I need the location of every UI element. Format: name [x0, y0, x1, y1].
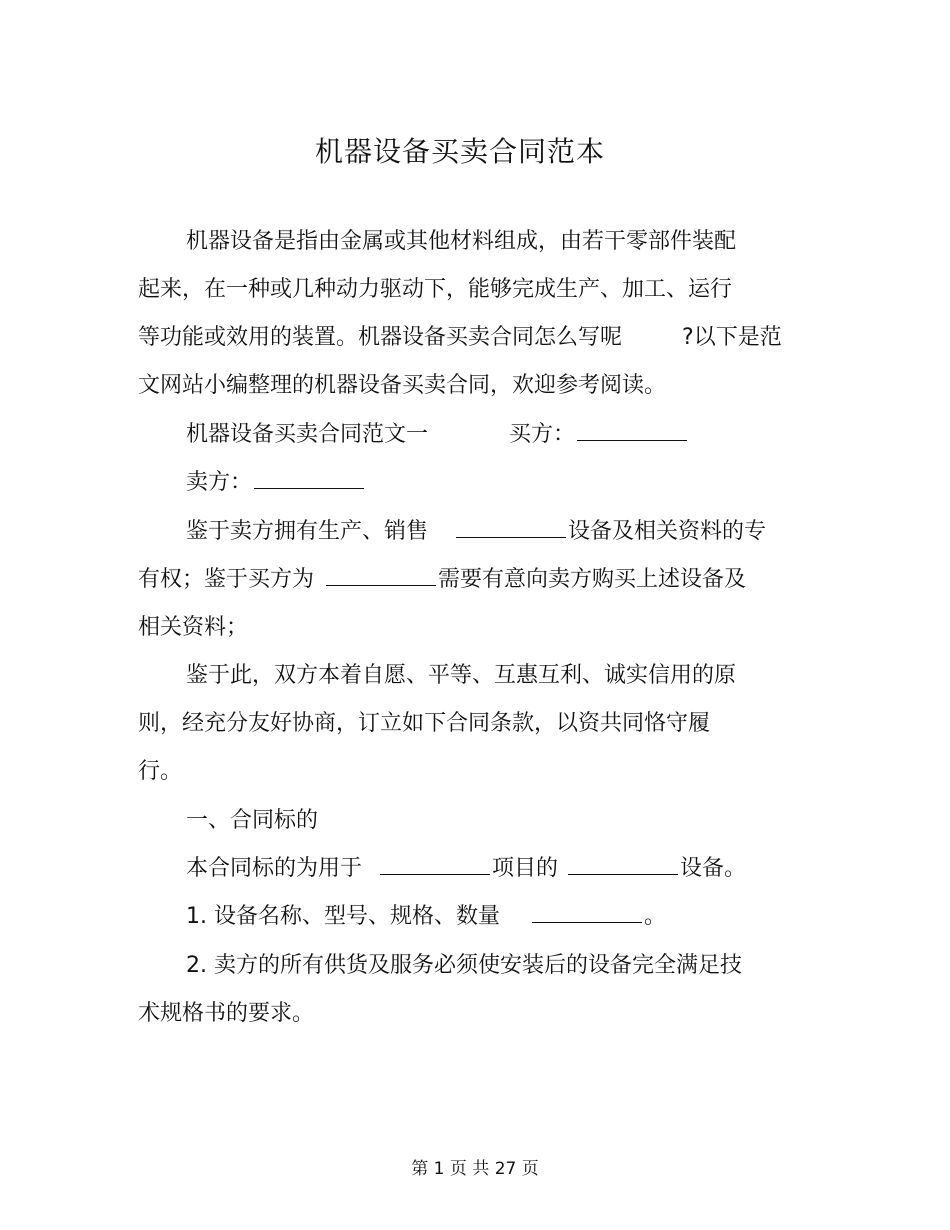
project-blank — [380, 854, 490, 875]
intro-line-3-text: 等功能或效用的装置。机器设备买卖合同怎么写呢 — [138, 325, 623, 350]
recital2-line-3: 行。 — [138, 759, 183, 784]
recital2-line-1: 鉴于此，双方本着自愿、平等、互惠互利、诚实信用的原 — [186, 663, 737, 688]
recital1-text-d: 需要有意向卖方购买上述设备及 — [438, 567, 747, 592]
sample-heading: 机器设备买卖合同范文一 — [186, 422, 429, 447]
seller-blank — [254, 468, 364, 489]
subject-text-c: 设备。 — [680, 856, 747, 881]
section1-item-2-line-2: 术规格书的要求。 — [138, 1001, 315, 1026]
intro-line-3-tail: ?以下是范 — [682, 325, 782, 350]
recital1-text-c: 有权；鉴于买方为 — [138, 567, 315, 592]
buyer-label: 买方： — [509, 422, 576, 447]
recital1-line-3: 相关资料； — [138, 615, 249, 640]
subject-text-b: 项目的 — [492, 856, 559, 881]
section1-item-2-line-1: 2. 卖方的所有供货及服务必须使安装后的设备完全满足技 — [186, 953, 742, 978]
seller-label: 卖方： — [186, 470, 253, 495]
recital2-line-2: 则，经充分友好协商，订立如下合同条款，以资共同恪守履 — [138, 711, 711, 736]
seller-field — [186, 468, 366, 498]
recital1-text-a: 鉴于卖方拥有生产、销售 — [186, 519, 429, 544]
item1-text: 1. 设备名称、型号、规格、数量 — [186, 904, 500, 929]
buyer-blank — [577, 420, 687, 441]
purpose-blank — [326, 565, 436, 586]
recital1-line-2 — [138, 565, 746, 595]
recital1-line-1 — [186, 517, 766, 547]
spec-blank — [532, 902, 642, 923]
equipment-blank — [568, 854, 678, 875]
intro-line-3 — [138, 323, 782, 353]
page-footer: 第 1 页 共 27 页 — [411, 1159, 539, 1179]
buyer-field — [509, 420, 689, 450]
product-blank — [456, 517, 566, 538]
intro-line-4: 文网站小编整理的机器设备买卖合同，欢迎参考阅读。 — [138, 373, 667, 398]
document-title: 机器设备买卖合同范本 — [314, 135, 605, 168]
item1-end: 。 — [643, 904, 666, 929]
intro-line-2: 起来，在一种或几种动力驱动下，能够完成生产、加工、运行 — [138, 277, 733, 302]
section1-heading: 一、合同标的 — [186, 808, 319, 833]
recital1-text-b: 设备及相关资料的专 — [568, 519, 767, 544]
section1-subject — [186, 854, 746, 884]
subject-text-a: 本合同标的为用于 — [186, 856, 363, 881]
intro-line-1: 机器设备是指由金属或其他材料组成，由若干零部件装配 — [186, 229, 737, 254]
section1-item-1 — [186, 902, 666, 932]
